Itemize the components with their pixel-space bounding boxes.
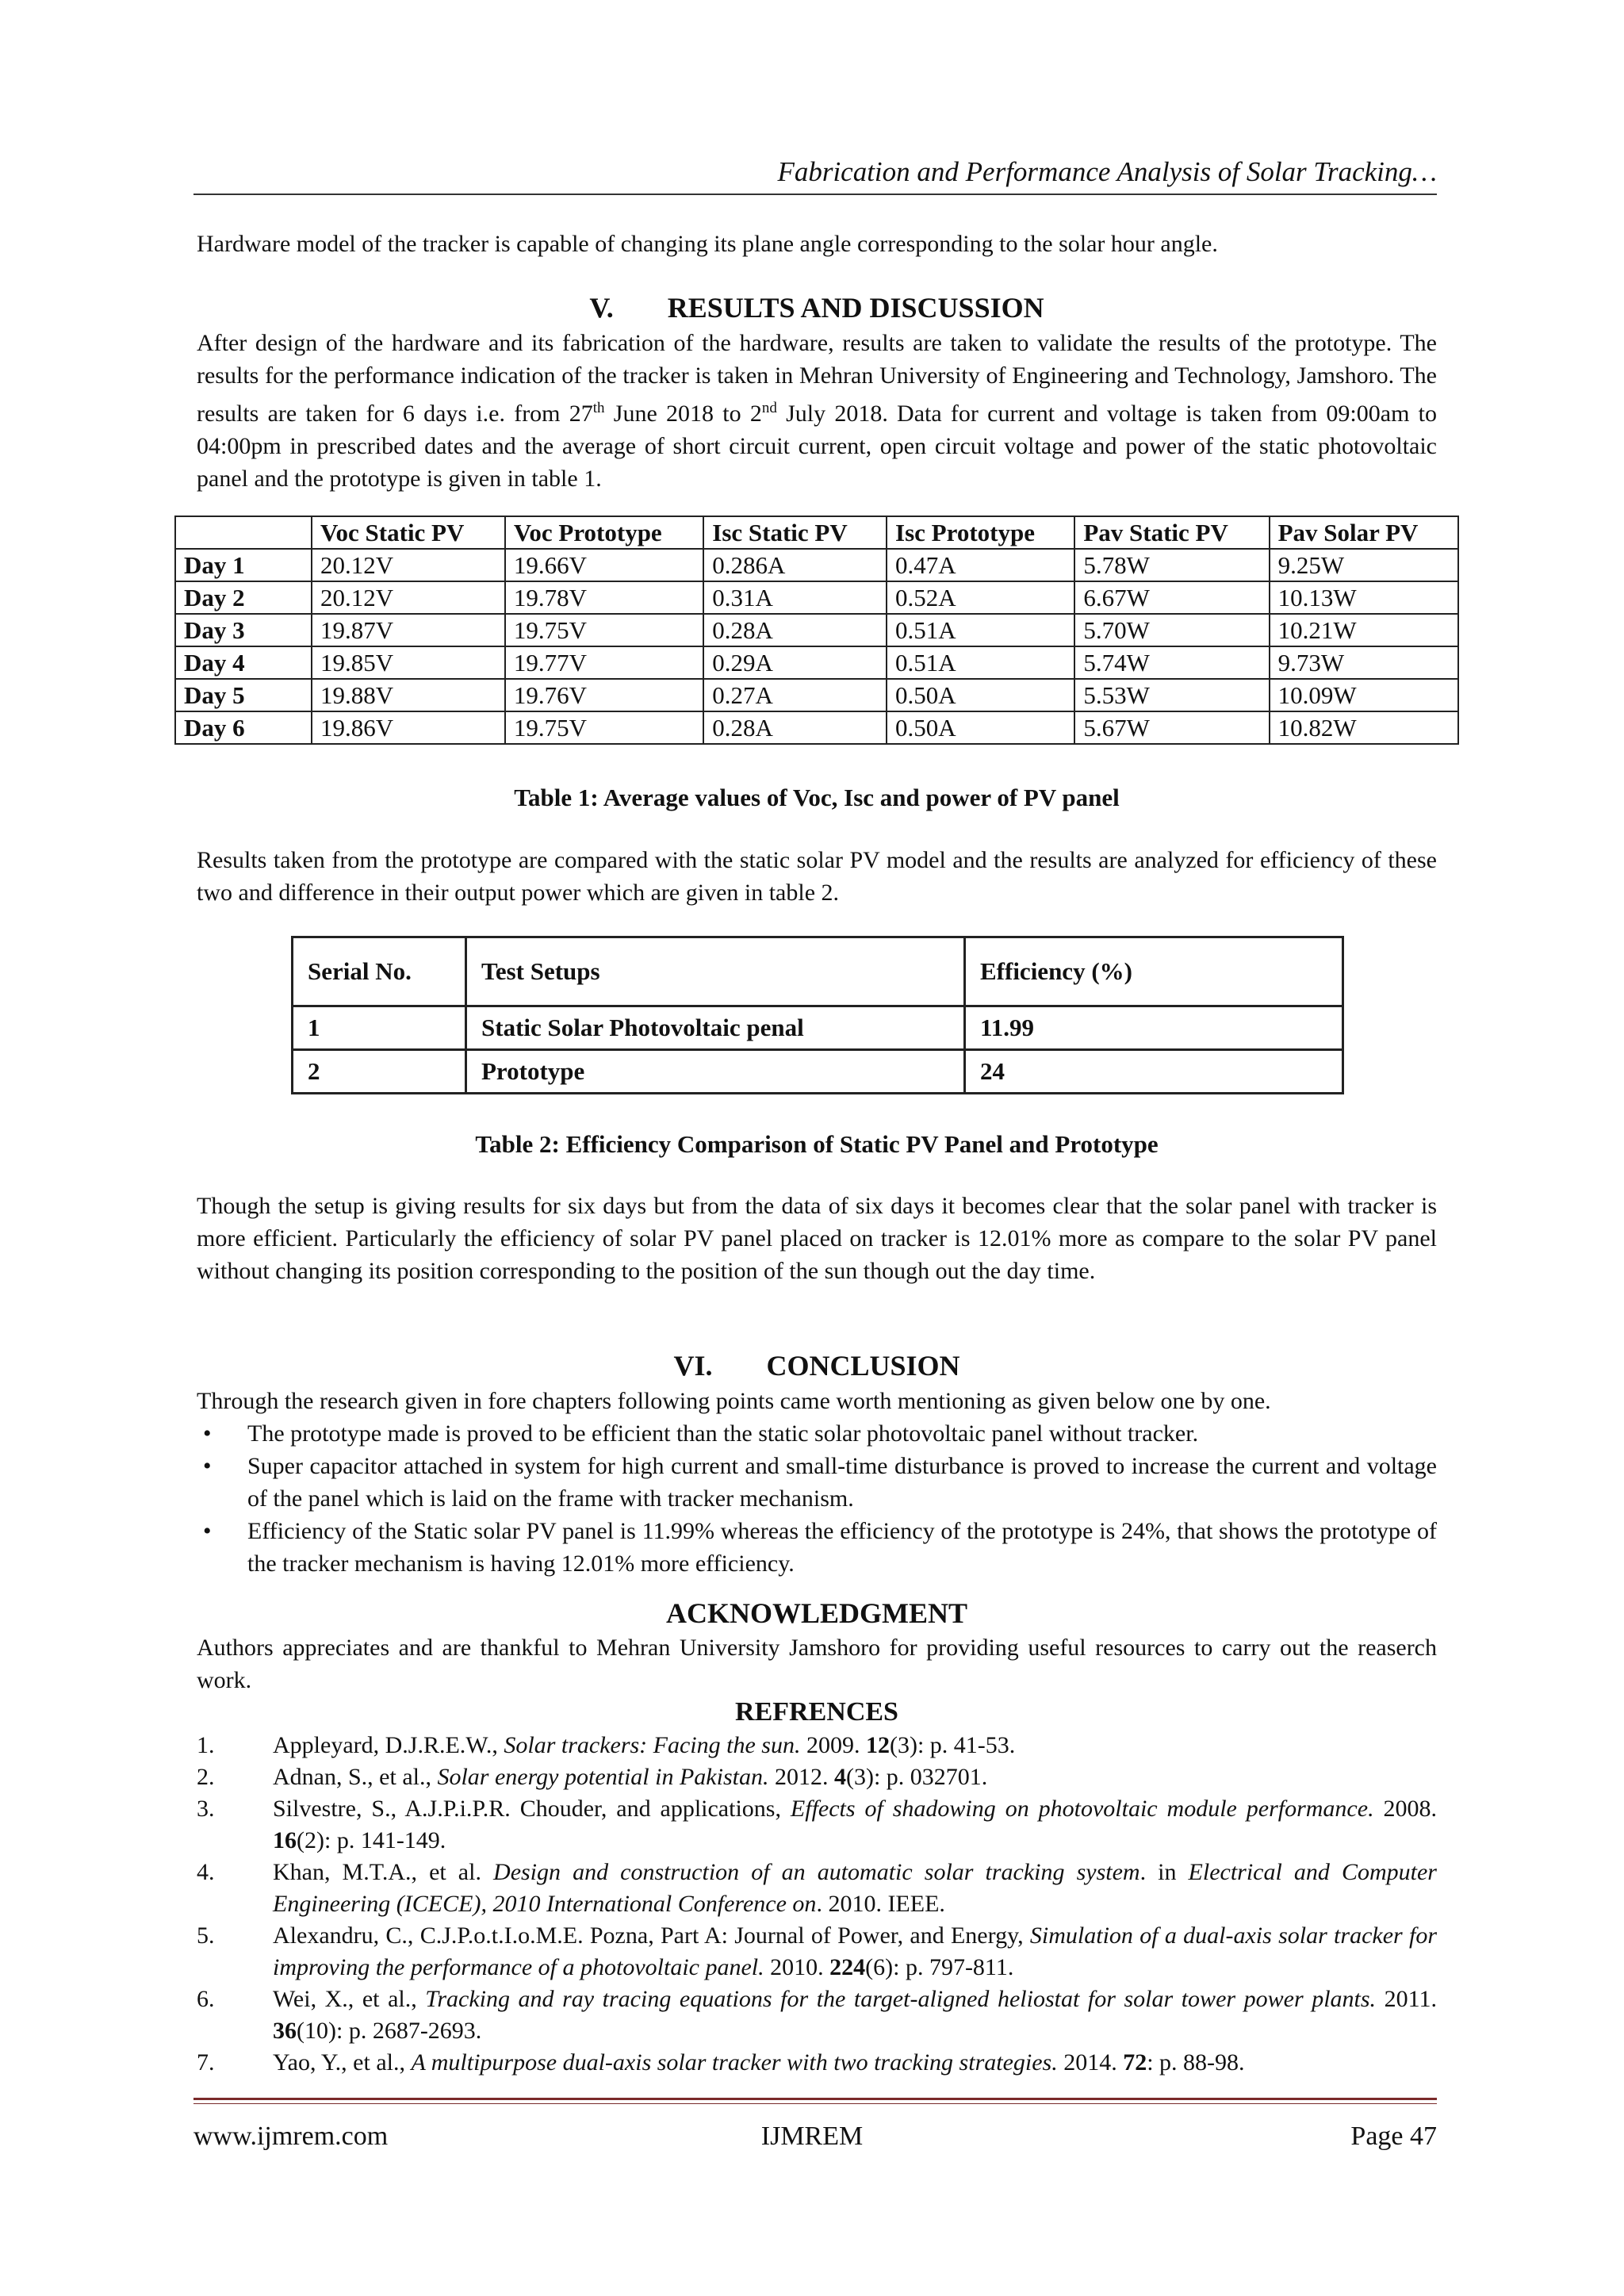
- table-cell: 19.77V: [505, 646, 703, 679]
- table-cell: 0.51A: [887, 646, 1074, 679]
- table-1-header-cell: Isc Static PV: [703, 516, 887, 549]
- table-cell: 9.25W: [1270, 549, 1458, 581]
- table-1-row-label: Day 2: [175, 581, 312, 614]
- table-1-row-label: Day 5: [175, 679, 312, 711]
- section-5-paragraph-2: Results taken from the prototype are compared with the static solar PV model and the results are analyzed for efficiency of these two and difference in their output power which are given in table 2.: [197, 847, 1437, 906]
- table-2-header-cell: Serial No.: [293, 937, 466, 1006]
- table-cell: 19.88V: [312, 679, 505, 711]
- table-cell: 10.09W: [1270, 679, 1458, 711]
- table-cell: 0.50A: [887, 711, 1074, 744]
- table-cell: 19.86V: [312, 711, 505, 744]
- table-cell: 5.67W: [1074, 711, 1269, 744]
- table-cell: 0.28A: [703, 711, 887, 744]
- table-cell: 24: [965, 1050, 1343, 1094]
- footer-rule: [193, 2098, 1437, 2100]
- table-cell: 0.47A: [887, 549, 1074, 581]
- table-cell: 20.12V: [312, 581, 505, 614]
- table-cell: 10.21W: [1270, 614, 1458, 646]
- references-heading: REFRENCES: [735, 1697, 898, 1727]
- table-row: [175, 581, 1458, 614]
- section-6-intro: Through the research given in fore chapters following points came worth mentioning as given below one by one.: [197, 1388, 1271, 1414]
- footer-journal: IJMREM: [760, 2122, 864, 2151]
- table-row: [175, 646, 1458, 679]
- table-2-header-cell: Efficiency (%): [965, 937, 1343, 1006]
- table-1: [174, 516, 1459, 745]
- reference-item: 3. Silvestre, S., A.J.P.i.P.R. Chouder, and applications, Effects of shadowing on photovoltaic module performance. 2008. 16(2): p. 141-149.: [197, 1796, 1438, 1853]
- references-list: [197, 1730, 1437, 2079]
- section-6-number: VI.: [673, 1350, 713, 1382]
- table-2-header-row: [293, 937, 1343, 1006]
- section-5-title: RESULTS AND DISCUSSION: [667, 292, 1044, 324]
- bullet-icon: •: [203, 1420, 212, 1447]
- header-rule: [193, 194, 1437, 195]
- list-item: • The prototype made is proved to be efficient than the static solar photovoltaic panel without tracker.: [197, 1417, 1437, 1450]
- table-row: [175, 679, 1458, 711]
- bullet-icon: •: [203, 1453, 212, 1479]
- reference-item: 6. Wei, X., et al., Tracking and ray tracing equations for the target-aligned heliostat for solar tower power plants. 2011. 36(10): p. 2687-2693.: [197, 1986, 1438, 2044]
- table-1-row-label: Day 1: [175, 549, 312, 581]
- section-5-heading: [197, 290, 1437, 325]
- table-1-row-label: Day 4: [175, 646, 312, 679]
- table-cell: 20.12V: [312, 549, 505, 581]
- table-2-caption: Table 2: Efficiency Comparison of Static PV Panel and Prototype: [475, 1130, 1159, 1158]
- table-cell: 0.51A: [887, 614, 1074, 646]
- table-cell: 2: [293, 1050, 466, 1094]
- reference-item: 2. Adnan, S., et al., Solar energy potential in Pakistan. 2012. 4(3): p. 032701.: [197, 1764, 988, 1790]
- reference-item: 5. Alexandru, C., C.J.P.o.t.I.o.M.E. Pozna, Part A: Journal of Power, and Energy, Simulation of a dual-axis solar tracker for improving the performance of a photovoltaic panel. 2010. 224(6): p. 797-811.: [197, 1922, 1437, 1980]
- table-cell: 19.75V: [505, 614, 703, 646]
- table-cell: 5.70W: [1074, 614, 1269, 646]
- conclusion-list: [197, 1417, 1437, 1580]
- table-cell: 0.50A: [887, 679, 1074, 711]
- table-cell: 0.28A: [703, 614, 887, 646]
- section-5-number: V.: [589, 292, 614, 324]
- table-cell: 5.74W: [1074, 646, 1269, 679]
- list-item: • Efficiency of the Static solar PV panel is 11.99% whereas the efficiency of the prototype is 24%, that shows the prototype of the tracker mechanism is having 12.01% more efficiency.: [197, 1515, 1437, 1580]
- footer-page-number: Page 47: [1350, 2122, 1437, 2151]
- intro-sentence: Hardware model of the tracker is capable of changing its plane angle corresponding to the solar hour angle.: [197, 231, 1218, 257]
- reference-item: 7. Yao, Y., et al., A multipurpose dual-axis solar tracker with two tracking strategies. 2014. 72: p. 88-98.: [197, 2049, 1245, 2076]
- table-cell: 0.31A: [703, 581, 887, 614]
- table-cell: 19.87V: [312, 614, 505, 646]
- list-item: • Super capacitor attached in system for high current and small-time disturbance is proved to increase the current and voltage of the panel which is laid on the frame with tracker mechanism.: [197, 1450, 1437, 1515]
- table-row: [293, 1006, 1343, 1050]
- table-cell: 0.29A: [703, 646, 887, 679]
- table-cell: 19.76V: [505, 679, 703, 711]
- table-row: [175, 711, 1458, 744]
- table-1-header-cell: [175, 516, 312, 549]
- table-cell: 5.78W: [1074, 549, 1269, 581]
- table-2-header-cell: Test Setups: [466, 937, 965, 1006]
- running-header: Fabrication and Performance Analysis of Solar Tracking…: [777, 156, 1437, 187]
- table-cell: 10.82W: [1270, 711, 1458, 744]
- table-cell: 0.286A: [703, 549, 887, 581]
- table-2: [291, 936, 1344, 1094]
- table-cell: 5.53W: [1074, 679, 1269, 711]
- table-1-row-label: Day 6: [175, 711, 312, 744]
- table-1-header-cell: Isc Prototype: [887, 516, 1074, 549]
- acknowledgment-text: Authors appreciates and are thankful to Mehran University Jamshoro for providing useful resources to carry out the reaserch work.: [197, 1635, 1437, 1693]
- acknowledgment-heading: ACKNOWLEDGMENT: [665, 1597, 968, 1629]
- section-6-heading: [197, 1348, 1437, 1383]
- reference-item: 4. Khan, M.T.A., et al. Design and construction of an automatic solar tracking system. in Electrical and Computer Engineering (ICECE), 2010 International Conference on. 2010. IEEE.: [197, 1859, 1437, 1917]
- table-cell: 6.67W: [1074, 581, 1269, 614]
- table-cell: 10.13W: [1270, 581, 1458, 614]
- section-5-paragraph-3: Though the setup is giving results for six days but from the data of six days it becomes clear that the solar panel with tracker is more efficient. Particularly the efficiency of solar PV panel placed on tracker is 12.01% more as compare to the solar PV panel without changing its position corresponding to the position of the sun though out the day time.: [197, 1193, 1437, 1284]
- footer-website: www.ijmrem.com: [193, 2122, 389, 2151]
- reference-item: 1. Appleyard, D.J.R.E.W., Solar trackers: Facing the sun. 2009. 12(3): p. 41-53.: [197, 1732, 1016, 1758]
- bullet-icon: •: [203, 1518, 212, 1544]
- table-cell: 19.75V: [505, 711, 703, 744]
- table-cell: 9.73W: [1270, 646, 1458, 679]
- section-6-title: CONCLUSION: [766, 1350, 960, 1382]
- table-cell: Prototype: [466, 1050, 965, 1094]
- table-row: [293, 1050, 1343, 1094]
- table-cell: 1: [293, 1006, 466, 1050]
- table-cell: 11.99: [965, 1006, 1343, 1050]
- footer-rule-thin: [193, 2103, 1437, 2104]
- table-cell: 19.66V: [505, 549, 703, 581]
- table-1-header-cell: Pav Static PV: [1074, 516, 1269, 549]
- table-cell: 0.52A: [887, 581, 1074, 614]
- table-cell: 19.85V: [312, 646, 505, 679]
- table-1-row-label: Day 3: [175, 614, 312, 646]
- table-cell: 0.27A: [703, 679, 887, 711]
- table-1-header-cell: Voc Prototype: [505, 516, 703, 549]
- section-5-paragraph-1: After design of the hardware and its fabrication of the hardware, results are taken to validate the results of the prototype. The results for the performance indication of the tracker is taken in Mehran University of Engineering and Technology, Jamshoro. The results are taken for 6 days i.e. from 27th June 2018 to 2nd July 2018. Data for current and voltage is taken from 09:00am to 04:00pm in prescribed dates and the average of short circuit current, open circuit voltage and power of the static photovoltaic panel and the prototype is given in table 1.: [197, 330, 1437, 492]
- table-row: [175, 549, 1458, 581]
- table-1-header-cell: Pav Solar PV: [1270, 516, 1458, 549]
- table-1-header-cell: Voc Static PV: [312, 516, 505, 549]
- table-1-caption: Table 1: Average values of Voc, Isc and power of PV panel: [514, 784, 1120, 811]
- table-cell: Static Solar Photovoltaic penal: [466, 1006, 965, 1050]
- table-row: [175, 614, 1458, 646]
- table-1-header-row: [175, 516, 1458, 549]
- table-cell: 19.78V: [505, 581, 703, 614]
